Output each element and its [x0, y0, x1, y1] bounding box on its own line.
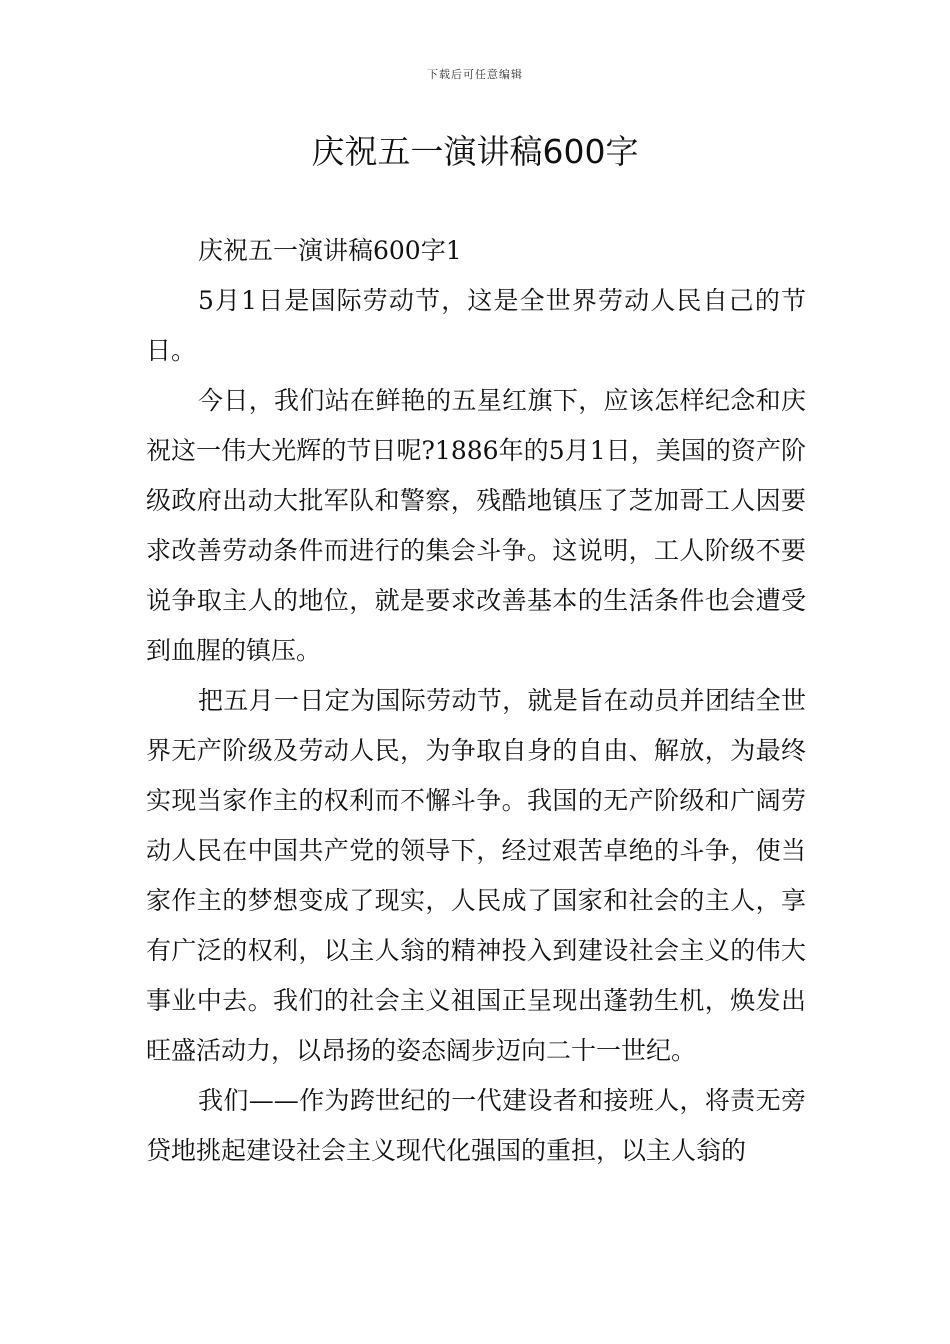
header-note: 下载后可任意编辑: [427, 68, 523, 81]
document-title: 庆祝五一演讲稿600字: [311, 132, 639, 171]
body-paragraph: 5月1日是国际劳动节，这是全世界劳动人民自己的节日。: [146, 286, 806, 365]
document-body: [146, 226, 806, 1176]
body-paragraph: 我们——作为跨世纪的一代建设者和接班人，将责无旁贷地挑起建设社会主义现代化强国的重担，以主人翁的: [146, 1086, 806, 1165]
subtitle-paragraph: 庆祝五一演讲稿600字1: [198, 236, 462, 265]
body-paragraph: 今日，我们站在鲜艳的五星红旗下，应该怎样纪念和庆祝这一伟大光辉的节日呢?1886年的5月1日，美国的资产阶级政府出动大批军队和警察，残酷地镇压了芝加哥工人因要求改善劳动条件而进行的集会斗争。这说明，工人阶级不要说争取主人的地位，就是要求改善基本的生活条件也会遭受到血腥的镇压。: [146, 386, 806, 665]
body-paragraph: 把五月一日定为国际劳动节，就是旨在动员并团结全世界无产阶级及劳动人民，为争取自身的自由、解放，为最终实现当家作主的权利而不懈斗争。我国的无产阶级和广阔劳动人民在中国共产党的领导下，经过艰苦卓绝的斗争，使当家作主的梦想变成了现实，人民成了国家和社会的主人，享有广泛的权利，以主人翁的精神投入到建设社会主义的伟大事业中去。我们的社会主义祖国正呈现出蓬勃生机，焕发出旺盛活动力，以昂扬的姿态阔步迈向二十一世纪。: [146, 686, 806, 1065]
